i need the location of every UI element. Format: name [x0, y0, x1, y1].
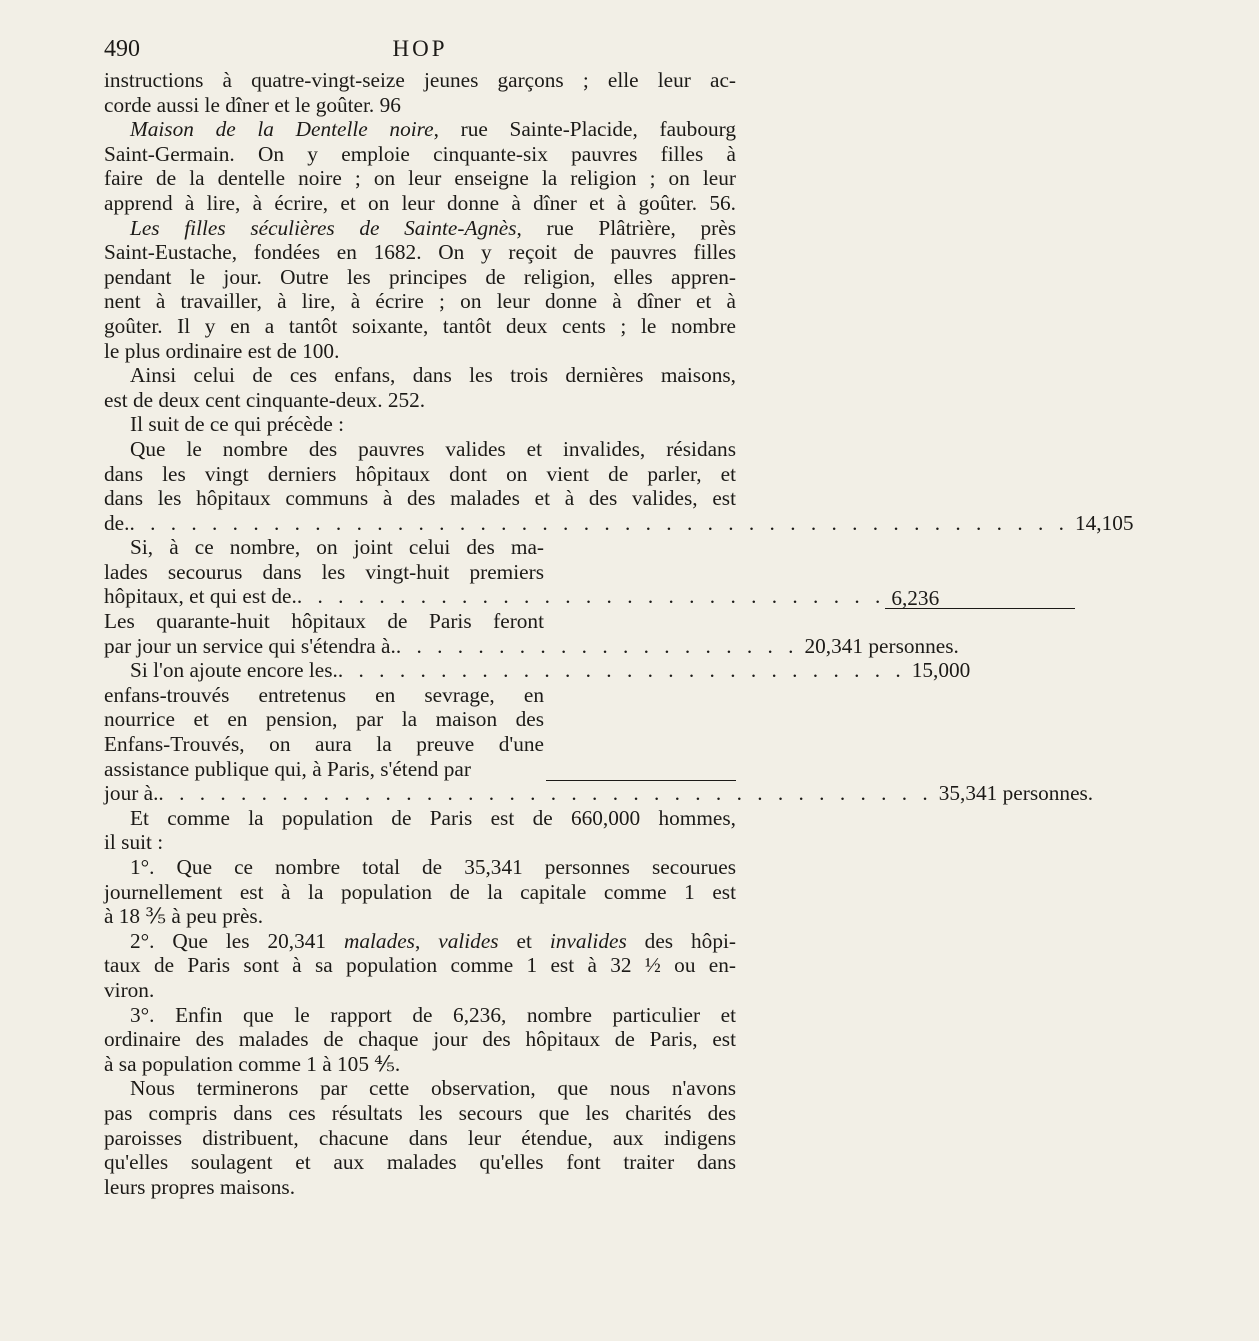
text-line: nent à travailler, à lire, à écrire ; on leur donne à dîner et à — [104, 289, 736, 314]
text-line: taux de Paris sont à sa population comme 1 est à 32 ½ ou en- — [104, 953, 736, 978]
paragraph-conclusion-1 — [104, 855, 736, 929]
paragraph-il-suit — [104, 412, 736, 437]
text-line: lades secourus dans les vingt-huit premiers — [104, 559, 544, 584]
italic-term: invalides — [549, 928, 627, 953]
text-line: ordinaire des malades de chaque jour des hôpitaux de Paris, est — [104, 1027, 736, 1052]
text-line: corde aussi le dîner et le goûter. 96 — [104, 92, 401, 117]
paragraph-enfans-trouves — [104, 683, 544, 757]
text-line: viron. — [104, 977, 155, 1002]
text-line: le plus ordinaire est de 100. — [104, 338, 340, 363]
tally-label: de. — [104, 510, 130, 535]
paragraph-enseignement — [104, 68, 736, 117]
text-fragment: 2°. Que les 20,341 — [130, 928, 344, 953]
running-title: HOP — [392, 36, 448, 61]
text-fragment: , rue Sainte-Placide, faubourg — [433, 117, 736, 142]
italic-term: malades — [343, 928, 415, 953]
text-line: dans les hôpitaux communs à des malades et à des valides, est — [104, 486, 736, 511]
tally-value: 14,105 — [1074, 510, 1134, 535]
text-line: 1°. Que ce nombre total de 35,341 personnes secourues — [130, 855, 736, 879]
leader-dots: . . . . . . . . . . . . . . . . . . . . . . . . . . . . . — [296, 584, 886, 609]
text-line — [104, 117, 736, 142]
paragraph-conclusion-2 — [104, 929, 736, 1003]
leader-dots: . . . . . . . . . . . . . . . . . . . . — [395, 633, 799, 658]
text-line: Saint-Germain. On y emploie cinquante-six pauvres filles à — [104, 141, 736, 166]
page-header — [104, 36, 736, 70]
tally-row — [104, 757, 736, 782]
tally-label: Si l'on ajoute encore les. — [130, 658, 338, 683]
text-line: dans les vingt derniers hôpitaux dont on vient de parler, et — [104, 461, 736, 486]
tally-label: par jour un service qui s'étendra à. — [104, 633, 396, 658]
text-line: Enfans-Trouvés, on aura la preuve d'une — [104, 732, 544, 757]
tally-label: hôpitaux, et qui est de. — [104, 584, 297, 609]
paragraph-sainte-agnes — [104, 216, 736, 364]
text-line: pas compris dans ces résultats les secours que les charités des — [104, 1100, 736, 1125]
text-line: Ainsi celui de ces enfans, dans les trois dernières maisons, — [130, 363, 736, 388]
text-line: paroisses distribuent, chacune dans leur étendue, aux indigens — [104, 1125, 736, 1150]
paragraph-population — [104, 806, 736, 855]
establishment-title: Les filles séculières de Sainte-Agnès — [130, 215, 517, 240]
text-line: qu'elles soulagent et aux malades qu'elles font traiter dans — [104, 1150, 736, 1175]
text-line: leurs propres maisons. — [104, 1174, 296, 1199]
paragraph-nombre-pauvres — [104, 437, 736, 511]
paragraph-malades-secourus — [104, 535, 544, 584]
text-line: Et comme la population de Paris est de 660,000 hommes, — [130, 805, 736, 830]
paragraph-quarante-huit-hopitaux — [104, 609, 544, 634]
text-line: Les quarante-huit hôpitaux de Paris feront — [104, 609, 544, 634]
text-line: 3°. Enfin que le rapport de 6,236, nombre particulier et — [130, 1002, 736, 1027]
text-fragment: des hôpi- — [626, 928, 736, 953]
leader-dots: . . . . . . . . . . . . . . . . . . . . . . . . . . . . . . . . . . . . . . . . . . . . . . — [129, 510, 1069, 535]
paragraph-conclusion-3 — [104, 1003, 736, 1077]
text-line: journellement est à la population de la capitale comme 1 est — [104, 879, 736, 904]
text-fragment: , — [414, 928, 439, 953]
text-line: Nous terminerons par cette observation, que nous n'avons — [130, 1076, 736, 1101]
text-line: pendant le jour. Outre les principes de religion, elles appren- — [104, 264, 736, 289]
text-line: Il suit de ce qui précède : — [130, 412, 345, 437]
page-number: 490 — [104, 36, 140, 62]
text-fragment: et — [498, 928, 550, 953]
text-line: Si, à ce nombre, on joint celui des ma- — [130, 535, 544, 560]
text-line: il suit : — [104, 830, 164, 855]
leader-dots: . . . . . . . . . . . . . . . . . . . . . . . . . . . . — [337, 658, 906, 683]
text-line: nourrice et en pension, par la maison des — [104, 707, 544, 732]
text-fragment: , rue Plâtrière, près — [516, 215, 736, 240]
establishment-title: Maison de la Dentelle noire — [130, 117, 434, 142]
text-line — [104, 216, 736, 241]
text-line: Saint-Eustache, fondées en 1682. On y reçoit de pauvres filles — [104, 240, 736, 265]
text-line: faire de la dentelle noire ; on leur enseigne la religion ; on leur — [104, 166, 736, 191]
text-line: à sa population comme 1 à 105 ⅘. — [104, 1051, 401, 1076]
paragraph-total-enfans — [104, 363, 736, 412]
text-line: à 18 ⅗ à peu près. — [104, 904, 264, 929]
tally-row — [104, 633, 959, 659]
tally-row — [104, 584, 940, 611]
paragraph-dentelle-noire — [104, 117, 736, 215]
tally-label: jour à. — [104, 781, 159, 806]
tally-label: assistance publique qui, à Paris, s'étend par — [104, 756, 471, 781]
italic-term: valides — [438, 928, 499, 953]
tally-row — [104, 510, 1134, 536]
text-line — [104, 929, 736, 954]
text-line: instructions à quatre-vingt-seize jeunes garçons ; elle leur ac- — [104, 68, 736, 92]
text-line: apprend à lire, à écrire, et on leur donne à dîner et à goûter. 56. — [104, 190, 736, 215]
text-line: enfans-trouvés entretenus en sevrage, en — [104, 682, 544, 707]
paragraph-observation — [104, 1076, 736, 1199]
tally-value: 35,341 personnes. — [938, 781, 1094, 806]
text-line: Que le nombre des pauvres valides et invalides, résidans — [130, 436, 736, 461]
tally-value: 20,341 personnes. — [804, 633, 959, 658]
tally-value: 6,236 — [885, 586, 1075, 609]
tally-row — [104, 658, 971, 683]
tally-rule — [546, 758, 736, 781]
text-line: goûter. Il y en a tantôt soixante, tantôt deux cents ; le nombre — [104, 313, 736, 338]
text-line: est de deux cent cinquante-deux. 252. — [104, 387, 426, 412]
tally-value: 15,000 — [911, 658, 971, 683]
leader-dots: . . . . . . . . . . . . . . . . . . . . . . . . . . . . . . . . . . . . . . — [158, 781, 933, 806]
body-text — [104, 68, 1134, 1199]
tally-row — [104, 781, 1094, 806]
